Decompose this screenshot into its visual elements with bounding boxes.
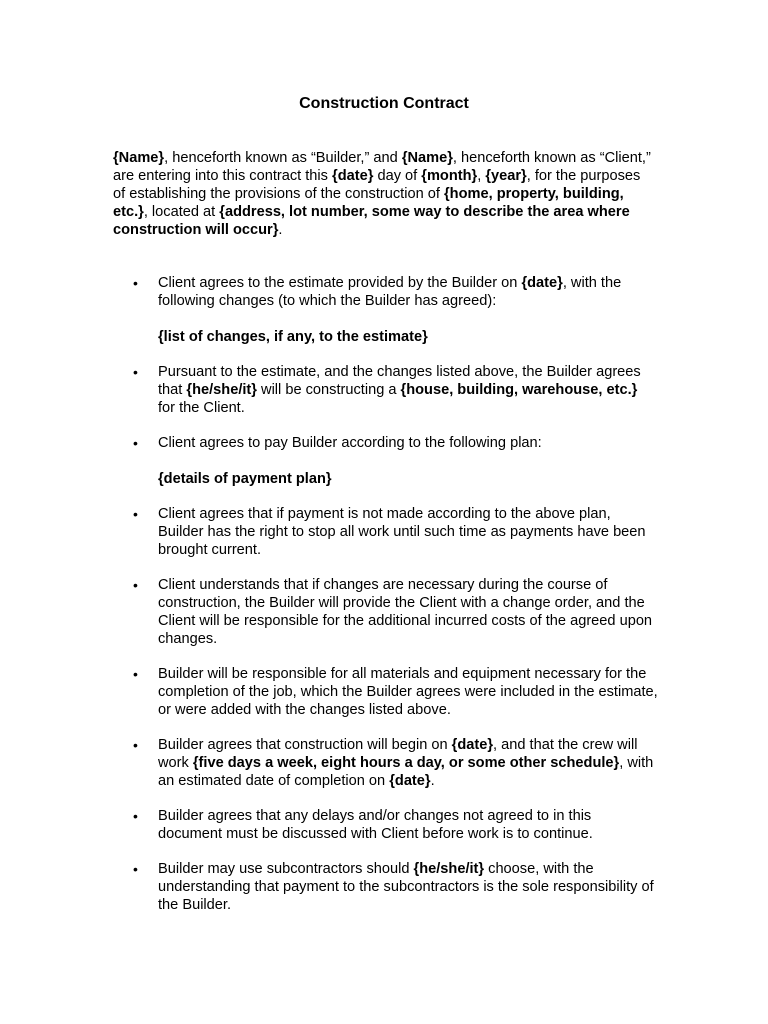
bullet-icon: • <box>133 861 138 877</box>
intro-paragraph <box>113 149 653 239</box>
clause-text: , henceforth known as “Client,” are entering into this contract this <box>113 150 651 184</box>
document-title: Construction Contract <box>299 95 469 112</box>
bullet-icon: • <box>133 435 138 451</box>
clause-text: . <box>430 773 435 789</box>
clause-text: for the Client. <box>158 400 245 416</box>
clause-text: , located at <box>143 204 220 220</box>
clause-placeholder: {details of payment plan} <box>158 471 332 487</box>
clause-item <box>113 860 658 914</box>
clause-body <box>158 736 658 790</box>
clause-item <box>113 274 658 346</box>
clause-text: , with an estimated date of completion on <box>158 755 654 789</box>
placeholder-text: {month} <box>421 168 478 184</box>
placeholder-text: {date} <box>521 275 563 291</box>
clause-text: Client agrees to the estimate provided by the Builder on <box>158 275 522 291</box>
placeholder-text: {house, building, warehouse, etc.} <box>400 382 638 398</box>
placeholder-text: {five days a week, eight hours a day, or some other schedule} <box>192 755 620 771</box>
clause-item <box>113 576 658 648</box>
clause-body <box>158 505 658 559</box>
placeholder-text: {home, property, building, etc.} <box>113 186 624 220</box>
clause-text: Client understands that if changes are necessary during the course of construction, the Builder will provide the Client with a change order, and the Client will be responsible for the additional incurred costs of the agreed upon changes. <box>158 577 653 647</box>
clause-text: , and that the crew will work <box>158 737 638 771</box>
clause-text: , for the purposes of establishing the provisions of the construction of <box>113 168 641 202</box>
clause-body <box>158 665 658 719</box>
clause-text: Client agrees to pay Builder according to the following plan: <box>158 435 542 451</box>
clause-item <box>113 505 658 559</box>
placeholder-text: {Name} <box>401 150 453 166</box>
clause-text: . <box>278 222 283 238</box>
bullet-icon: • <box>133 364 138 380</box>
clause-body <box>158 576 658 648</box>
clause-text: Builder may use subcontractors should <box>158 861 414 877</box>
placeholder-text: {year} <box>485 168 527 184</box>
clause-body <box>158 274 658 310</box>
clause-text: , with the following changes (to which the Builder has agreed): <box>158 275 622 309</box>
clause-text: will be constructing a <box>256 382 401 398</box>
clause-placeholder: {list of changes, if any, to the estimate} <box>158 329 428 345</box>
clause-text: Pursuant to the estimate, and the changes listed above, the Builder agrees that <box>158 364 641 398</box>
placeholder-text: {Name} <box>113 150 165 166</box>
bullet-icon: • <box>133 808 138 824</box>
clause-item <box>113 434 658 488</box>
clause-body <box>158 434 658 452</box>
clause-text: day of <box>373 168 422 184</box>
clause-body <box>158 860 658 914</box>
clause-body <box>158 363 658 417</box>
placeholder-text: {address, lot number, some way to describe the area where construction will occur} <box>113 204 630 238</box>
clause-item <box>113 736 658 790</box>
clause-item <box>113 665 658 719</box>
bullet-icon: • <box>133 577 138 593</box>
bullet-icon: • <box>133 737 138 753</box>
placeholder-text: {he/she/it} <box>186 382 257 398</box>
clause-text: choose, with the understanding that payment to the subcontractors is the sole responsibility of the Builder. <box>158 861 654 913</box>
clause-text: Builder will be responsible for all materials and equipment necessary for the completion of the job, which the Builder agrees were included in the estimate, or were added with the changes listed above. <box>158 666 658 718</box>
placeholder-text: {he/she/it} <box>413 861 485 877</box>
bullet-icon: • <box>133 506 138 522</box>
placeholder-text: {date} <box>389 773 431 789</box>
clause-item <box>113 363 658 417</box>
bullet-icon: • <box>133 666 138 682</box>
clause-text: Builder agrees that construction will begin on <box>158 737 452 753</box>
clause-text: Builder agrees that any delays and/or changes not agreed to in this document must be discussed with Client before work is to continue. <box>158 808 593 842</box>
clause-body <box>158 807 658 843</box>
clause-text: , <box>477 168 486 184</box>
placeholder-text: {date} <box>332 168 374 184</box>
clause-text: , henceforth known as “Builder,” and <box>164 150 402 166</box>
clause-text: Client agrees that if payment is not made according to the above plan, Builder has the right to stop all work until such time as payments have been brought current. <box>158 506 646 558</box>
placeholder-text: {date} <box>451 737 494 753</box>
clause-item <box>113 807 658 843</box>
clause-list <box>113 274 658 931</box>
bullet-icon: • <box>133 275 138 291</box>
